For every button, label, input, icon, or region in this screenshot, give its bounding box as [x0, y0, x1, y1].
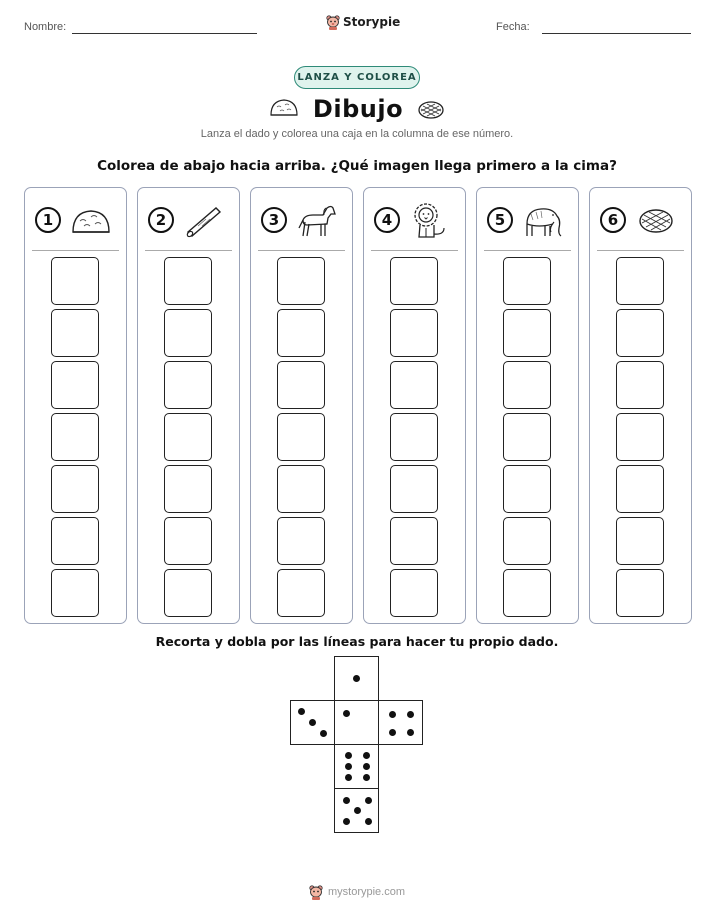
- color-box[interactable]: [51, 413, 99, 461]
- column-number: 4: [374, 207, 400, 233]
- color-box[interactable]: [503, 517, 551, 565]
- color-box[interactable]: [277, 413, 325, 461]
- die-face-center: [334, 700, 379, 745]
- footer-url[interactable]: mystorypie.com: [327, 886, 406, 898]
- die-pip: [309, 719, 316, 726]
- column-number: 2: [148, 207, 174, 233]
- column-header: [590, 202, 691, 242]
- column-header: [138, 202, 239, 242]
- color-box[interactable]: [51, 569, 99, 617]
- die-pip: [343, 818, 350, 825]
- name-field[interactable]: [72, 33, 257, 34]
- color-box[interactable]: [503, 361, 551, 409]
- storypie-mascot-icon: [326, 14, 340, 30]
- die-pip: [389, 729, 396, 736]
- color-box[interactable]: [277, 569, 325, 617]
- column-divider: [484, 250, 571, 251]
- date-field[interactable]: [542, 33, 691, 34]
- die-pip: [345, 752, 352, 759]
- color-box[interactable]: [503, 257, 551, 305]
- color-box[interactable]: [390, 309, 438, 357]
- die-face-bottom: [334, 744, 379, 789]
- color-box[interactable]: [164, 569, 212, 617]
- die-pip: [354, 807, 361, 814]
- color-box[interactable]: [164, 465, 212, 513]
- color-box[interactable]: [390, 361, 438, 409]
- title-row: [0, 92, 714, 126]
- column-6: [589, 187, 692, 624]
- column-4: [363, 187, 466, 624]
- column-divider: [145, 250, 232, 251]
- waffle-icon: [417, 98, 445, 120]
- die-pip: [407, 729, 414, 736]
- column-divider: [258, 250, 345, 251]
- color-box[interactable]: [277, 257, 325, 305]
- column-header: [25, 202, 126, 242]
- color-box[interactable]: [164, 309, 212, 357]
- die-pip: [320, 730, 327, 737]
- die-pip: [365, 797, 372, 804]
- color-box[interactable]: [164, 517, 212, 565]
- subtitle: Lanza el dado y colorea una caja en la columna de ese número.: [200, 128, 514, 140]
- header: [0, 14, 714, 44]
- column-divider: [371, 250, 458, 251]
- color-box[interactable]: [616, 309, 664, 357]
- die-pip: [365, 818, 372, 825]
- color-box[interactable]: [164, 361, 212, 409]
- die-pip: [363, 752, 370, 759]
- die-pip: [345, 763, 352, 770]
- stick-icon: [182, 202, 226, 240]
- column-header: [477, 202, 578, 242]
- color-box[interactable]: [390, 465, 438, 513]
- column-number: 3: [261, 207, 287, 233]
- lion-icon: [408, 202, 452, 240]
- color-box[interactable]: [503, 569, 551, 617]
- color-box[interactable]: [503, 413, 551, 461]
- brand-logo: [326, 14, 400, 30]
- storypie-mascot-icon: [309, 884, 323, 900]
- color-box[interactable]: [277, 465, 325, 513]
- waffle-icon: [634, 202, 678, 240]
- race-columns: [24, 187, 690, 624]
- die-pip: [389, 711, 396, 718]
- column-header: [364, 202, 465, 242]
- color-box[interactable]: [616, 413, 664, 461]
- die-pip: [353, 675, 360, 682]
- column-number: 1: [35, 207, 61, 233]
- horse-icon: [295, 202, 339, 240]
- color-box[interactable]: [51, 517, 99, 565]
- color-box[interactable]: [277, 517, 325, 565]
- die-pip: [343, 710, 350, 717]
- column-1: [24, 187, 127, 624]
- column-2: [137, 187, 240, 624]
- column-number: 5: [487, 207, 513, 233]
- die-pip: [407, 711, 414, 718]
- column-header: [251, 202, 352, 242]
- column-divider: [32, 250, 119, 251]
- color-box[interactable]: [51, 465, 99, 513]
- color-box[interactable]: [390, 569, 438, 617]
- brand-name: Storypie: [343, 15, 401, 29]
- die-face-left: [290, 700, 335, 745]
- page-title: Dibujo: [312, 95, 404, 123]
- footer: [0, 884, 714, 900]
- column-5: [476, 187, 579, 624]
- column-number: 6: [600, 207, 626, 233]
- color-box[interactable]: [51, 361, 99, 409]
- color-box[interactable]: [616, 257, 664, 305]
- color-box[interactable]: [616, 517, 664, 565]
- color-box[interactable]: [277, 361, 325, 409]
- die-pip: [363, 763, 370, 770]
- color-box[interactable]: [616, 465, 664, 513]
- color-box[interactable]: [390, 517, 438, 565]
- bread-roll-icon: [69, 202, 113, 240]
- color-box[interactable]: [164, 257, 212, 305]
- column-divider: [597, 250, 684, 251]
- mammoth-icon: [521, 202, 565, 240]
- color-box[interactable]: [277, 309, 325, 357]
- color-box[interactable]: [616, 569, 664, 617]
- column-3: [250, 187, 353, 624]
- instruction: Colorea de abajo hacia arriba. ¿Qué imagen llega primero a la cima?: [97, 158, 617, 174]
- bread-roll-icon: [269, 97, 299, 121]
- cut-instruction: Recorta y dobla por las líneas para hacer tu propio dado.: [155, 634, 559, 649]
- die-pip: [343, 797, 350, 804]
- die-pip: [298, 708, 305, 715]
- date-label: Fecha:: [496, 21, 530, 33]
- color-box[interactable]: [616, 361, 664, 409]
- die-face-top: [334, 656, 379, 701]
- color-box[interactable]: [390, 413, 438, 461]
- die-pip: [345, 774, 352, 781]
- die-pip: [363, 774, 370, 781]
- color-box[interactable]: [164, 413, 212, 461]
- color-box[interactable]: [390, 257, 438, 305]
- color-box[interactable]: [503, 309, 551, 357]
- color-box[interactable]: [51, 257, 99, 305]
- die-face-right: [378, 700, 423, 745]
- color-box[interactable]: [51, 309, 99, 357]
- color-box[interactable]: [503, 465, 551, 513]
- die-face-last: [334, 788, 379, 833]
- activity-tag: LANZA Y COLOREA: [294, 66, 420, 89]
- name-label: Nombre:: [24, 21, 67, 33]
